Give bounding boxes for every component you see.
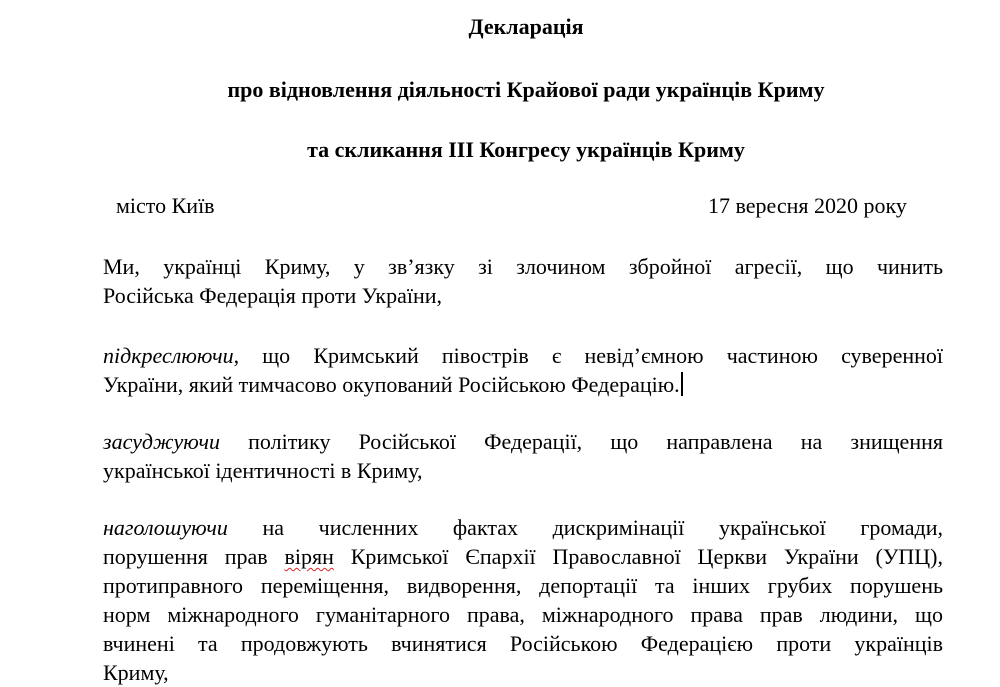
paragraph-line (103, 370, 943, 399)
paragraph-line: української ідентичності в Криму, (103, 458, 423, 483)
paragraph-line (103, 542, 943, 571)
paragraph-lead-word: засуджуючи (103, 429, 220, 454)
paragraph-text: на численних фактах дискримінації української громади, (227, 515, 943, 540)
text-cursor (681, 372, 683, 396)
paragraph-line (103, 513, 943, 542)
paragraph-stressing (103, 513, 943, 687)
paragraph-line: норм міжнародного гуманітарного права, міжнародного права прав людини, що (103, 602, 943, 627)
paragraph-line: Криму, (103, 660, 169, 685)
paragraph-lead-word: наголошуючи (103, 515, 228, 540)
paragraph-intro (103, 252, 943, 310)
spellcheck-flagged-word[interactable]: вірян (284, 544, 334, 569)
document-date: 17 вересня 2020 року (708, 193, 907, 218)
paragraph-text: порушення прав (103, 544, 285, 569)
paragraph-emphasizing (103, 341, 943, 399)
paragraph-text: , що Кримський півострів є невід’ємною частиною суверенної (233, 343, 943, 368)
paragraph-line: Російська Федерація проти України, (103, 283, 443, 308)
document-subtitle-line-2: та скликання ІІІ Конгресу українців Криму (307, 137, 745, 162)
paragraph-lead-word: підкреслюючи (103, 343, 234, 368)
document-subtitle-line-1: про відновлення діяльності Крайової ради українців Криму (227, 77, 825, 102)
paragraph-line: Ми, українці Криму, у зв’язку зі злочином збройної агресії, що чинить (103, 254, 943, 279)
paragraph-line: протиправного переміщення, видворення, депортації та інших грубих порушень (103, 573, 943, 598)
paragraph-line (103, 341, 943, 370)
document-title: Декларація (468, 14, 584, 39)
paragraph-text: Кримської Єпархії Православної Церкви України (УПЦ), (333, 544, 943, 569)
paragraph-line: вчинені та продовжують вчинятися Російською Федерацією проти українців (103, 631, 943, 656)
paragraph-line (103, 427, 943, 456)
paragraph-condemning (103, 427, 943, 485)
paragraph-text: політику Російської Федерації, що направлена на знищення (219, 429, 943, 454)
document-city: місто Київ (116, 193, 215, 218)
paragraph-text: України, який тимчасово окупований Російською Федерацію. (103, 372, 680, 397)
